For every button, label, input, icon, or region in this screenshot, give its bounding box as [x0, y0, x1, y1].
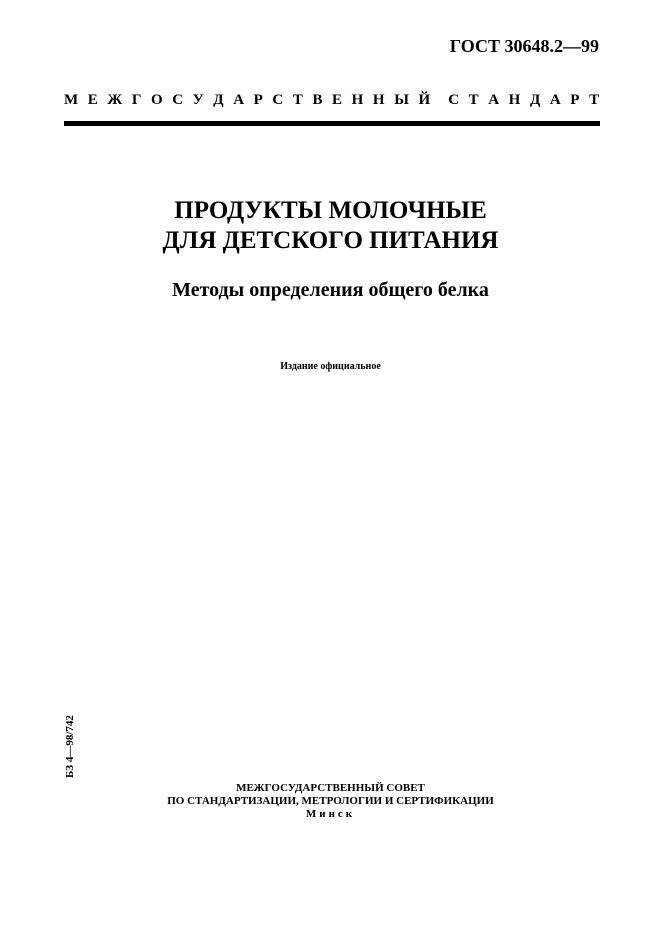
title-line-2: ДЛЯ ДЕТСКОГО ПИТАНИЯ	[162, 227, 499, 254]
publisher-block	[0, 782, 661, 821]
document-title	[0, 196, 661, 256]
standard-type-heading	[64, 92, 599, 109]
standard-type-word-1: М Е Ж Г О С У Д А Р С Т В Е Н Н Ы Й	[64, 92, 431, 108]
publisher-city: Минск	[305, 808, 356, 820]
side-code: БЗ 4—98/742	[64, 715, 76, 778]
publisher-line-1: МЕЖГОСУДАРСТВЕННЫЙ СОВЕТ	[236, 782, 425, 794]
title-line-1: ПРОДУКТЫ МОЛОЧНЫЕ	[174, 197, 487, 224]
publisher-line-2: ПО СТАНДАРТИЗАЦИИ, МЕТРОЛОГИИ И СЕРТИФИКАЦИИ	[167, 795, 494, 807]
standard-type-word-2: С Т А Н Д А Р Т	[448, 92, 600, 108]
document-subtitle: Методы определения общего белка	[172, 279, 489, 301]
edition-note: Издание официальное	[280, 361, 381, 372]
header-rule	[64, 121, 600, 126]
gost-number: ГОСТ 30648.2—99	[449, 36, 599, 56]
